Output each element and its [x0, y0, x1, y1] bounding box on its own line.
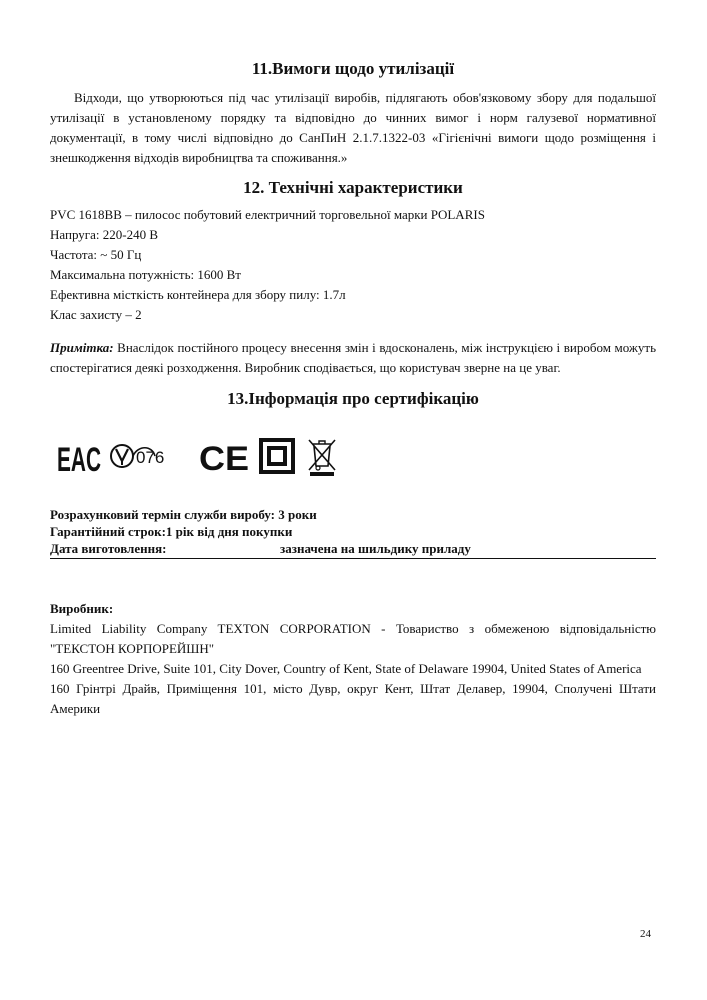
manufacturer-address-en: 160 Greentree Drive, Suite 101, City Dover, Country of Kent, State of Delaware 19904, United States of America [50, 661, 642, 676]
ua-conformity-mark-icon [108, 435, 188, 477]
section-11-text: Відходи, що утворюються під час утилізації виробів, підлягають обов'язковому збору для подальшої утилізації в установленому порядку та відповідно до чинних вимог і норм галузевої нормативної документації, в тому числі відповідно до СанПиН 2.1.7.1322-03 «Гігієнічні вимоги щодо розміщення і знешкодження відходів виробництва та споживання.» [50, 90, 656, 165]
ce-mark-text: CE [199, 440, 249, 478]
manufacture-date-row [50, 540, 656, 559]
section-12-title: 12. Технічні характеристики [243, 178, 463, 197]
note-text: Внаслідок постійного процесу внесення змін і вдосконалень, між інструкцією і виробом можуть спостерігатися деякі розходження. Виробник сподівається, що користувач зверне на це уваг. [50, 340, 656, 375]
service-life: Розрахунковий термін служби виробу: 3 роки [50, 507, 317, 522]
eac-mark-icon [56, 435, 102, 477]
spec-power: Максимальна потужність: 1600 Вт [50, 267, 241, 282]
section-11-title: 11.Вимоги щодо утилізації [251, 59, 455, 78]
manufacturer-address-ua: 160 Грінтрі Драйв, Приміщення 101, місто Дувр, округ Кент, Штат Делавер, 19904, Сполучені Штати Америки [50, 681, 656, 716]
spec-list [50, 205, 656, 325]
page-number: 24 [640, 928, 651, 940]
manufacture-date-value: зазначена на шильдику приладу [280, 541, 471, 556]
note-label: Примітка: [50, 340, 114, 355]
spec-protection-class: Клас захисту – 2 [50, 307, 142, 322]
spec-frequency: Частота: ~ 50 Гц [50, 247, 142, 262]
weee-bin-icon [304, 435, 340, 477]
ce-mark-icon [196, 435, 252, 477]
document-page [50, 58, 656, 719]
lifetime-block [50, 506, 656, 559]
note-paragraph [50, 338, 656, 378]
certification-marks [56, 432, 656, 480]
class-ii-double-square-icon [258, 435, 296, 477]
section-13-title: 13.Інформація про сертифікацію [227, 389, 479, 408]
manufacturer-company: Limited Liability Company TEXTON CORPORATION - Товариство з обмеженою відповідальністю "ТЕКСТОН КОРПОРЕЙШН" [50, 621, 656, 656]
spec-voltage: Напруга: 220-240 В [50, 227, 158, 242]
ua-code-text: 076 [136, 448, 165, 467]
warranty: Гарантійний строк:1 рік від дня покупки [50, 524, 293, 539]
spec-capacity: Ефективна місткість контейнера для збору пилу: 1.7л [50, 287, 346, 302]
manufacturer-block [50, 599, 656, 719]
eac-mark-text: EAC [57, 441, 101, 479]
manufacture-date-label: Дата виготовлення: [50, 541, 167, 556]
spec-model: PVC 1618BB – пилосос побутовий електричний торговельної марки POLARIS [50, 207, 485, 222]
manufacturer-label: Виробник: [50, 601, 114, 616]
